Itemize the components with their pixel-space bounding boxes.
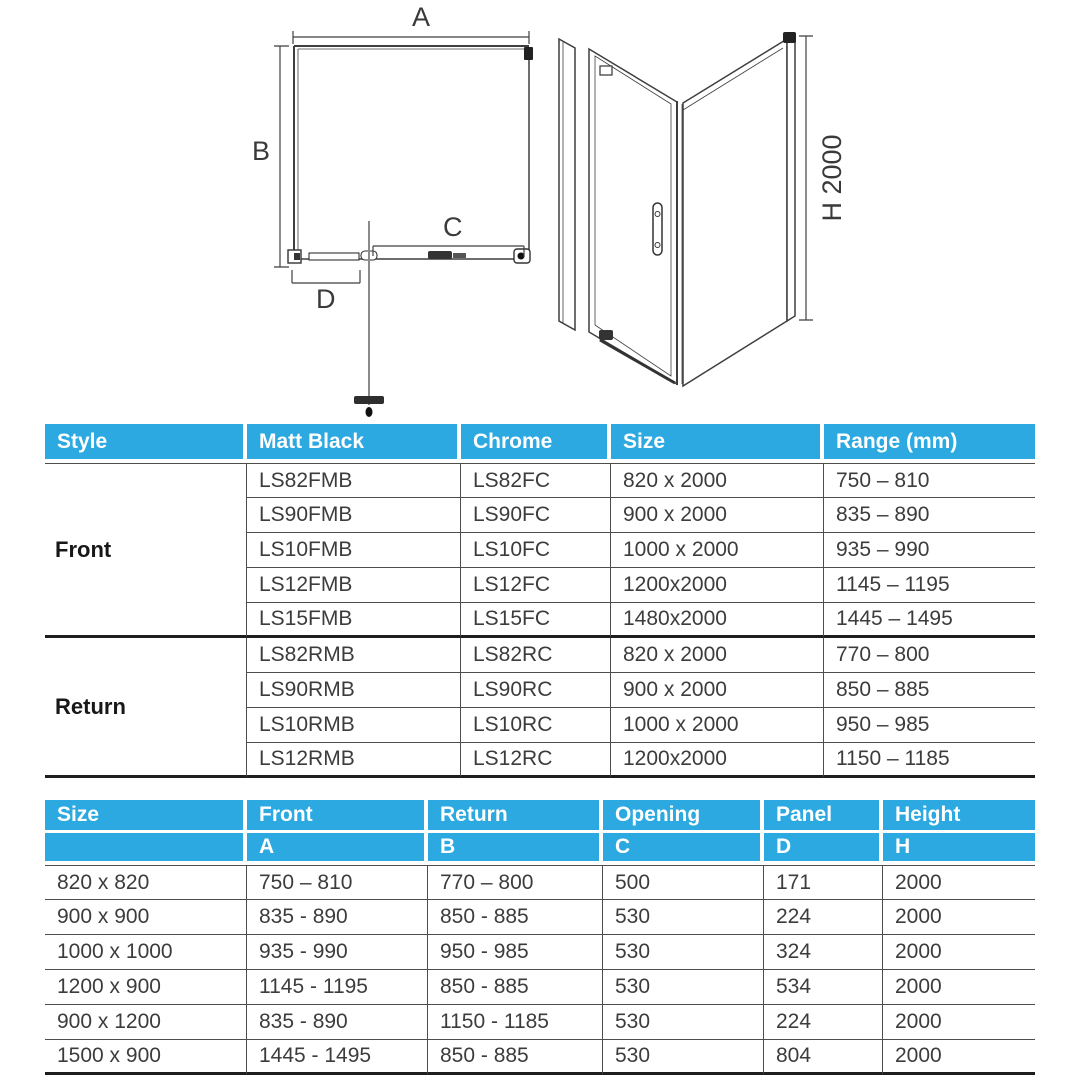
size-value: 1500 x 900 [45,1040,247,1075]
dim-label-a: A [412,2,431,32]
column-header-return: Return [428,800,603,833]
panel-value: 171 [764,865,883,900]
front-range: 1145 - 1195 [247,970,428,1005]
subheader-a: A [247,833,428,865]
dim-label-d: D [316,284,336,314]
column-header-size: Size [45,800,247,833]
table-header-row [45,800,1035,833]
table-row [45,463,1035,498]
code-chrome: LS82RC [461,638,611,673]
height-value: 2000 [883,935,1035,970]
opening-value: 530 [603,970,764,1005]
model-codes-table [45,424,1035,778]
panel-value: 804 [764,1040,883,1075]
code-chrome: LS15FC [461,603,611,638]
column-header-matt-black: Matt Black [247,424,461,463]
subheader-h: H [883,833,1035,865]
range-value: 950 – 985 [824,708,1035,743]
code-matt-black: LS12FMB [247,568,461,603]
height-value: 2000 [883,1005,1035,1040]
code-chrome: LS12RC [461,743,611,778]
column-header-opening: Opening [603,800,764,833]
size-value: 900 x 900 [45,900,247,935]
column-header-chrome: Chrome [461,424,611,463]
return-range: 1150 - 1185 [428,1005,603,1040]
code-matt-black: LS10FMB [247,533,461,568]
front-range: 750 – 810 [247,865,428,900]
range-value: 1145 – 1195 [824,568,1035,603]
code-matt-black: LS82FMB [247,463,461,498]
size-value: 1000 x 2000 [611,708,824,743]
size-value: 900 x 2000 [611,673,824,708]
table-row [45,935,1035,970]
column-header-range: Range (mm) [824,424,1035,463]
subheader-blank [45,833,247,865]
diagram-svg [0,0,1080,420]
range-value: 1150 – 1185 [824,743,1035,778]
table-row [45,900,1035,935]
column-header-style: Style [45,424,247,463]
code-matt-black: LS90RMB [247,673,461,708]
panel-value: 534 [764,970,883,1005]
size-value: 1000 x 2000 [611,533,824,568]
panel-value: 224 [764,1005,883,1040]
size-value: 1200 x 900 [45,970,247,1005]
range-value: 1445 – 1495 [824,603,1035,638]
return-range: 850 - 885 [428,1040,603,1075]
code-chrome: LS90FC [461,498,611,533]
subheader-c: C [603,833,764,865]
table-row [45,1005,1035,1040]
range-value: 850 – 885 [824,673,1035,708]
front-range: 835 - 890 [247,900,428,935]
return-range: 850 - 885 [428,970,603,1005]
column-header-panel: Panel [764,800,883,833]
size-value: 820 x 2000 [611,638,824,673]
height-value: 2000 [883,900,1035,935]
dim-label-c: C [443,212,463,242]
size-value: 1200x2000 [611,568,824,603]
code-chrome: LS10FC [461,533,611,568]
code-matt-black: LS15FMB [247,603,461,638]
range-value: 935 – 990 [824,533,1035,568]
height-value: 2000 [883,865,1035,900]
code-matt-black: LS10RMB [247,708,461,743]
table-header-row [45,424,1035,463]
opening-value: 530 [603,900,764,935]
subheader-b: B [428,833,603,865]
panel-value: 224 [764,900,883,935]
code-chrome: LS90RC [461,673,611,708]
size-value: 900 x 1200 [45,1005,247,1040]
return-range: 770 – 800 [428,865,603,900]
dim-label-height: H 2000 [817,134,847,222]
code-chrome: LS12FC [461,568,611,603]
front-range: 835 - 890 [247,1005,428,1040]
code-chrome: LS82FC [461,463,611,498]
table-row [45,865,1035,900]
range-value: 835 – 890 [824,498,1035,533]
opening-value: 530 [603,1040,764,1075]
table-row [45,1040,1035,1075]
table-row [45,638,1035,673]
size-value: 1000 x 1000 [45,935,247,970]
size-value: 1200x2000 [611,743,824,778]
opening-value: 500 [603,865,764,900]
size-value: 900 x 2000 [611,498,824,533]
dim-label-b: B [252,136,271,166]
perspective-view-diagram [559,32,847,386]
product-diagram [0,0,1080,420]
top-view-diagram [252,2,533,417]
return-range: 950 - 985 [428,935,603,970]
range-value: 750 – 810 [824,463,1035,498]
front-range: 1445 - 1495 [247,1040,428,1075]
height-value: 2000 [883,970,1035,1005]
style-group-label: Return [45,638,247,778]
code-matt-black: LS82RMB [247,638,461,673]
style-group-label: Front [45,463,247,638]
column-header-front: Front [247,800,428,833]
opening-value: 530 [603,1005,764,1040]
subheader-d: D [764,833,883,865]
column-header-height: Height [883,800,1035,833]
code-chrome: LS10RC [461,708,611,743]
column-header-size: Size [611,424,824,463]
size-value: 820 x 2000 [611,463,824,498]
table-row [45,970,1035,1005]
dimensions-table [45,800,1035,1075]
code-matt-black: LS90FMB [247,498,461,533]
opening-value: 530 [603,935,764,970]
code-matt-black: LS12RMB [247,743,461,778]
size-value: 820 x 820 [45,865,247,900]
size-value: 1480x2000 [611,603,824,638]
front-range: 935 - 990 [247,935,428,970]
panel-value: 324 [764,935,883,970]
return-range: 850 - 885 [428,900,603,935]
range-value: 770 – 800 [824,638,1035,673]
height-value: 2000 [883,1040,1035,1075]
table-subheader-row [45,833,1035,865]
